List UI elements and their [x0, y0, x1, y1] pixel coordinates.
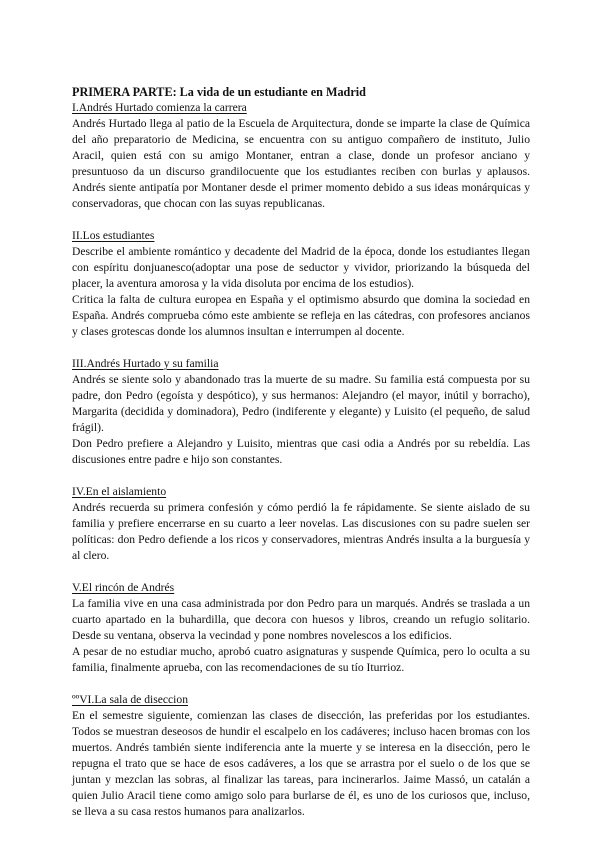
section-1	[72, 100, 530, 212]
document-title: PRIMERA PARTE: La vida de un estudiante en Madrid	[72, 85, 366, 99]
section-5	[72, 580, 530, 676]
section-6	[72, 692, 530, 820]
section-paragraph: Critica la falta de cultura europea en España y el optimismo absurdo que domina la sociedad en España. Andrés comprueba cómo este ambiente se refleja en las cátedras, con profesores ancianos y clases grotescas donde los alumnos insultan e interrumpen al docente.	[72, 293, 530, 338]
section-2	[72, 228, 530, 340]
section-3	[72, 356, 530, 468]
section-paragraph: Andrés recuerda su primera confesión y cómo perdió la fe rápidamente. Se siente aislado de su familia y prefiere encerrarse en su cuarto a leer novelas. Las discusiones con su padre suelen ser políticas: don Pedro defiende a los ricos y conservadores, mientras Andrés insulta a la burguesía y al clero.	[72, 501, 530, 562]
section-heading: I.Andrés Hurtado comienza la carrera	[72, 101, 247, 114]
section-heading: V.El rincón de Andrés	[72, 581, 175, 594]
section-paragraph: A pesar de no estudiar mucho, aprobó cuatro asignaturas y suspende Química, pero lo oculta a su familia, finalmente aprueba, con las recomendaciones de su tío Iturrioz.	[72, 645, 530, 674]
section-heading: III.Andrés Hurtado y su familia	[72, 357, 219, 370]
section-paragraph: Andrés Hurtado llega al patio de la Escuela de Arquitectura, donde se imparte la clase de Química del año preparatorio de Medicina, se encuentra con su antiguo compañero de instituto, Julio Aracil, quien está con su amigo Montaner, entran a clase, donde un profesor anciano y presuntuoso da un discurso grandilocuente que los estudiantes reciben con burlas y aplausos. Andrés siente antipatía por Montaner desde el primer momento debido a sus ideas monárquicas y conservadoras, que chocan con las suyas republicanas.	[72, 117, 530, 210]
document-page	[72, 84, 530, 836]
section-heading: ººVI.La sala de diseccion	[72, 693, 188, 706]
section-paragraph: En el semestre siguiente, comienzan las clases de disección, las preferidas por los estudiantes. Todos se muestran deseosos de hundir el escalpelo en los cadáveres; incluso hacen bromas con los muertos. Andrés también siente indiferencia ante la muerte y se interesa en la disección, pero le repugna el trato que se hace de esos cadáveres, a los que se arrastra por el suelo o de los que se juntan y mezclan las sobras, al finalizar las tareas, para incinerarlos. Jaime Massó, un catalán a quien Julio Aracil tiene como amigo solo para burlarse de él, es uno de los curiosos que, incluso, se lleva a su casa restos humanos para analizarlos.	[72, 709, 530, 818]
section-heading: IV.En el aislamiento	[72, 485, 167, 498]
section-4	[72, 484, 530, 564]
section-paragraph: La familia vive en una casa administrada por don Pedro para un marqués. Andrés se traslada a un cuarto apartado en la buhardilla, que decora con huesos y libros, creando un refugio solitario. Desde su ventana, observa la vecindad y pone nombres novelescos a los edificios.	[72, 597, 530, 642]
section-paragraph: Describe el ambiente romántico y decadente del Madrid de la época, donde los estudiantes llegan con espíritu donjuanesco(adoptar una pose de seductor y vividor, priorizando la búsqueda del placer, la aventura amorosa y la vida disoluta por encima de los estudios).	[72, 245, 530, 290]
section-heading: II.Los estudiantes	[72, 229, 155, 242]
section-paragraph: Andrés se siente solo y abandonado tras la muerte de su madre. Su familia está compuesta por su padre, don Pedro (egoísta y despótico), y sus hermanos: Alejandro (el mayor, inútil y borracho), Margarita (decidida y dominadora), Pedro (indiferente y elegante) y Luisito (el pequeño, de salud frágil).	[72, 373, 530, 434]
section-paragraph: Don Pedro prefiere a Alejandro y Luisito, mientras que casi odia a Andrés por su rebeldía. Las discusiones entre padre e hijo son constantes.	[72, 437, 530, 466]
